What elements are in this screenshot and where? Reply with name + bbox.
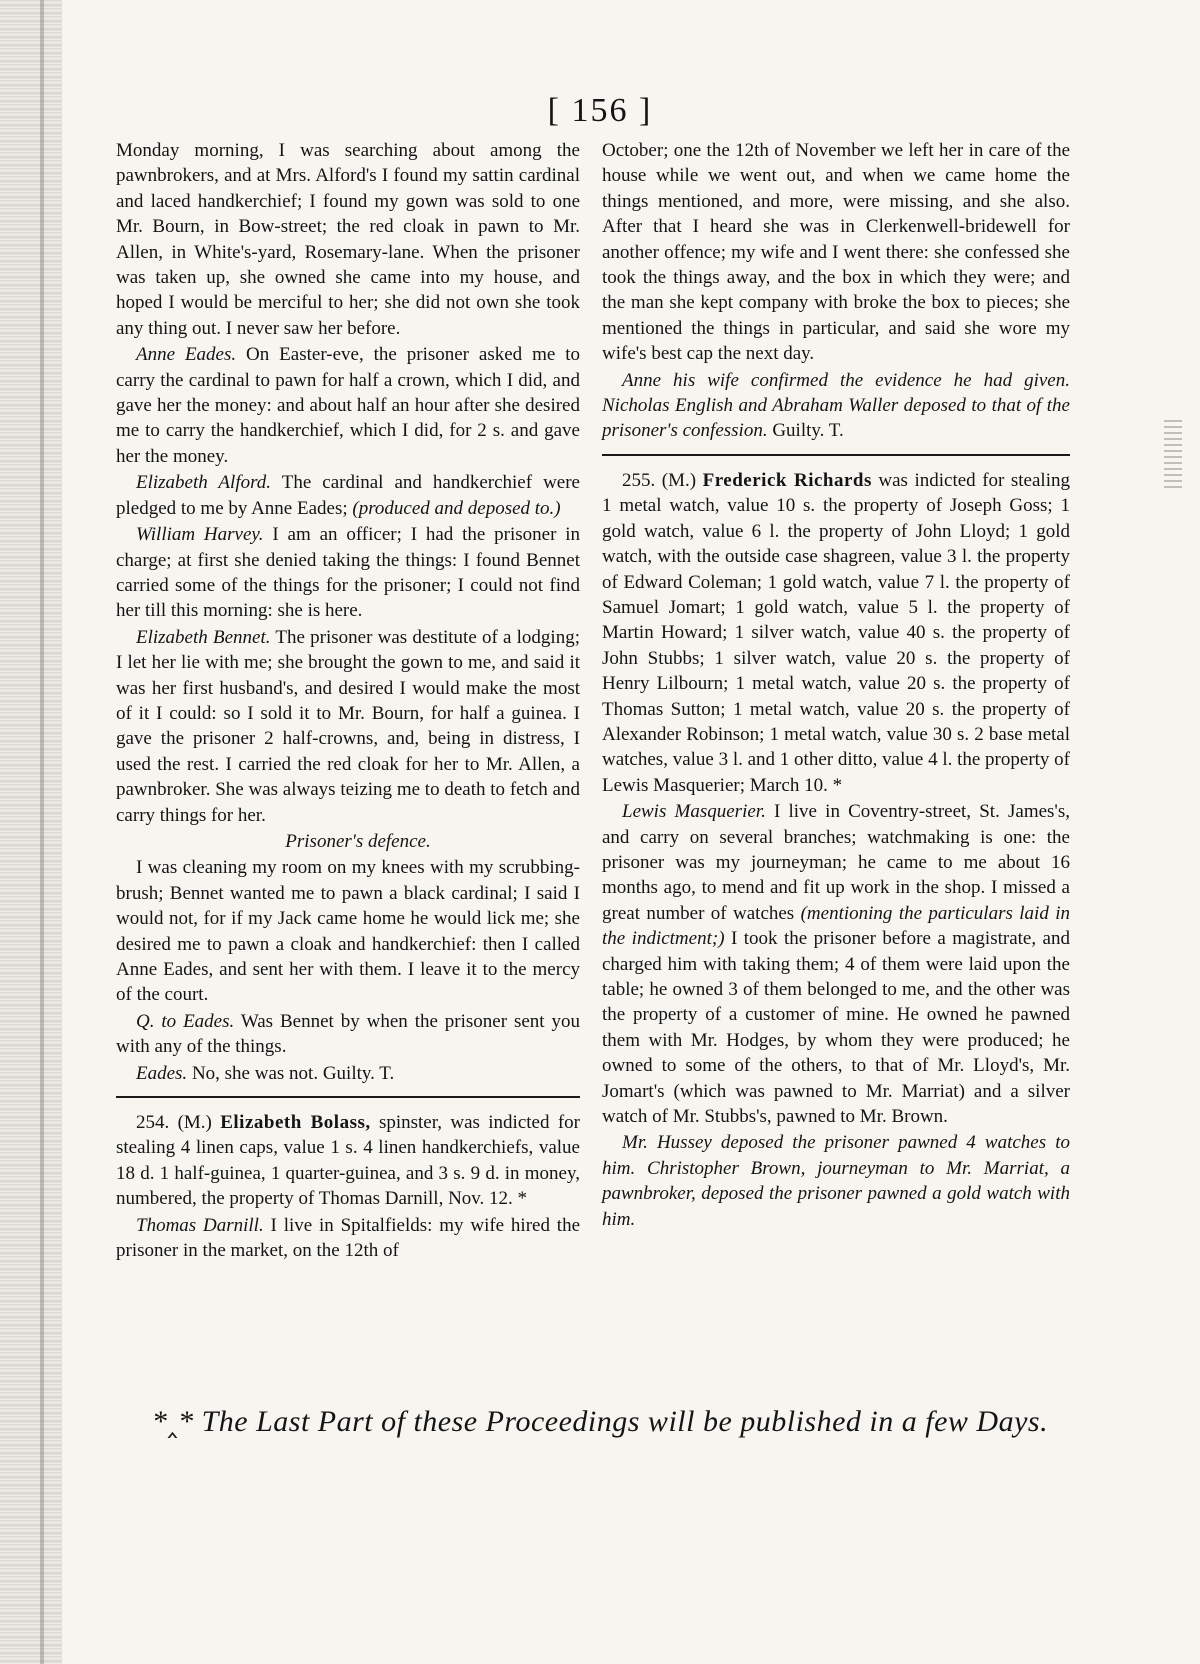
testimony-elizabeth-bennet xyxy=(116,625,580,828)
verdict: Guilty. T. xyxy=(767,420,844,442)
right-column xyxy=(602,138,1070,1233)
section-divider xyxy=(602,454,1070,456)
testimony-elizabeth-alford xyxy=(116,470,580,521)
publication-notice: *‸* The Last Part of these Proceedings will be published in a few Days. xyxy=(151,1405,1049,1438)
testimony-anne-eades xyxy=(116,342,580,469)
testimony-text: On Easter-eve, the prisoner asked me to carry the cardinal to pawn for half a crown, which I did, and gave her the money: and about half an hour after she desired me to carry the handkerchief, which I did, for 2 s. and gave her the money. xyxy=(116,344,580,467)
case-255-indictment xyxy=(602,468,1070,798)
left-column xyxy=(116,138,580,1264)
indictment-text: was indicted for stealing 1 metal watch, value 10 s. the property of Joseph Goss; 1 gold watch, value 6 l. the property of John Lloyd; 1 gold watch, with the outside case shagreen, value 3 l. the property of Edward Coleman; 1 gold watch, value 7 l. the property of Samuel Jomart; 1 gold watch, value 5 l. the property of Martin Howard; 1 silver watch, value 40 s. the property of John Stubbs; 1 silver watch, value 20 s. the property of Henry Lilbourn; 1 metal watch, value 20 s. the property of Thomas Sutton; 1 metal watch, value 20 s. the property of Alexander Robinson; 1 metal watch, value 30 s. 2 base metal watches, value 3 l. and 1 other ditto, value 4 l. the property of Lewis Masquerier; March 10. * xyxy=(602,469,1071,796)
paragraph: October; one the 12th of November we left her in care of the house while we went out, and when we came home the things mentioned, and more, were missing, and she also. After that I heard she was in Clerkenwell-bridewell for another offence; my wife and I went there: she confessed she took the things away, and the box in which they were; and the man she kept company with broke the box to pieces; she mentioned the things in particular, and said she wore my wife's best cap the next day. xyxy=(602,140,1070,365)
speaker-name: Anne Eades. xyxy=(136,344,237,366)
speaker-name: Eades. xyxy=(136,1062,188,1084)
case-number: 254. (M.) xyxy=(136,1112,221,1134)
speaker-name: Elizabeth Bennet. xyxy=(136,626,271,648)
speaker-name: Q. to Eades. xyxy=(136,1010,235,1032)
testimony-text: I am an officer; I had the prisoner in charge; at first she denied taking the things: I found Bennet carried some of the things for the prisoner; I could not find her till this morning: she is here. xyxy=(116,524,581,622)
indictment-text: spinster, was indicted for stealing 4 linen caps, value 1 s. 4 linen handkerchiefs, value 18 d. 1 half-guinea, 1 quarter-guinea, and 3 s. 9 d. in money, numbered, the property of Thomas Darnill, Nov. 12. * xyxy=(116,1112,580,1210)
defendant-name: Elizabeth Bolass, xyxy=(220,1112,371,1134)
deposition-text: Anne his wife confirmed the evidence he had given. Nicholas English and Abraham Waller deposed to that of the prisoner's confession. xyxy=(602,369,1070,442)
testimony-text: I took the prisoner before a magistrate, and charged him with taking them; 4 of them were laid upon the table; he owned 3 of them belonged to me, and the other was the property of a customer of mine. He owned he pawned them with Mr. Hodges, by whom they were produced; he owned to some of the others, to that of Mr. Lloyd's, Mr. Jomart's (which was pawned to Mr. Marriat) and a silver watch of Mr. Stubbs's, pawned to Mr. Brown. xyxy=(602,928,1070,1128)
paragraph: Monday morning, I was searching about among the pawnbrokers, and at Mrs. Alford's I found my sattin cardinal and laced handkerchief; I found my gown was sold to one Mr. Bourn, in Bow-street; the red cloak in pawn to Mr. Allen, in White's-yard, Rosemary-lane. When the prisoner was taken up, she owned she came into my house, and hoped I would be merciful to her; she did not own she took any thing out. I never saw her before. xyxy=(116,140,580,339)
deposition-summary xyxy=(602,368,1070,444)
case-254-indictment xyxy=(116,1110,580,1212)
defendant-name: Frederick Richards xyxy=(702,469,872,491)
speaker-name: Thomas Darnill. xyxy=(136,1214,264,1236)
defence-heading: Prisoner's defence. xyxy=(285,830,431,852)
court-note: (produced and deposed to.) xyxy=(352,497,561,519)
testimony-lewis-masquerier xyxy=(602,799,1070,1129)
court-note: (mentioning the particulars laid in the indictment;) xyxy=(602,902,1070,950)
testimony-william-harvey xyxy=(116,522,580,624)
testimony-text: The cardinal and handkerchief were pledged to me by Anne Eades; xyxy=(116,472,580,519)
margin-mark xyxy=(1164,420,1182,490)
deposition-summary: Mr. Hussey deposed the prisoner pawned 4 watches to him. Christopher Brown, journeyman to Mr. Marriat, a pawnbroker, deposed the prisoner pawned a gold watch with him. xyxy=(602,1132,1070,1230)
speaker-name: William Harvey. xyxy=(136,524,264,546)
testimony-thomas-darnill xyxy=(116,1213,580,1264)
testimony-text: Was Bennet by when the prisoner sent you with any of the things. xyxy=(116,1010,580,1058)
page-number: [ 156 ] xyxy=(547,92,653,129)
testimony-text: The prisoner was destitute of a lodging; I let her lie with me; she brought the gown to me, and said it was her first husband's, and desired I would make the most of it I could: so I sold it to Mr. Bourn, for half a guinea. I gave the prisoner 2 half-crowns, and, being in distress, I used the rest. I carried the red cloak for her to Mr. Allen, a pawnbroker. She was always teizing me to death to fetch and carry things for her. xyxy=(116,626,580,826)
testimony-text: I live in Coventry-street, St. James's, and carry on several branches; watchmaking is one: the prisoner was my journeyman; he came to me about 16 months ago, to mend and fit up work in the shop. I missed a great number of watches xyxy=(602,801,1070,924)
answer-eades xyxy=(116,1061,580,1086)
speaker-name: Lewis Masquerier. xyxy=(622,801,766,823)
prisoner-defence: I was cleaning my room on my knees with my scrubbing-brush; Bennet wanted me to pawn a black cardinal; I said I would not, for if my Jack came home he would lick me; she desired me to pawn a cloak and handkerchief: then I called Anne Eades, and sent her with them. I leave it to the mercy of the court. xyxy=(116,857,580,1006)
speaker-name: Elizabeth Alford. xyxy=(136,472,272,494)
case-number: 255. (M.) xyxy=(622,469,703,491)
testimony-text: No, she was not. Guilty. T. xyxy=(187,1062,395,1084)
testimony-text: I live in Spitalfields: my wife hired the prisoner in the market, on the 12th of xyxy=(116,1214,581,1262)
question-to-eades xyxy=(116,1009,580,1060)
section-divider xyxy=(116,1096,580,1098)
